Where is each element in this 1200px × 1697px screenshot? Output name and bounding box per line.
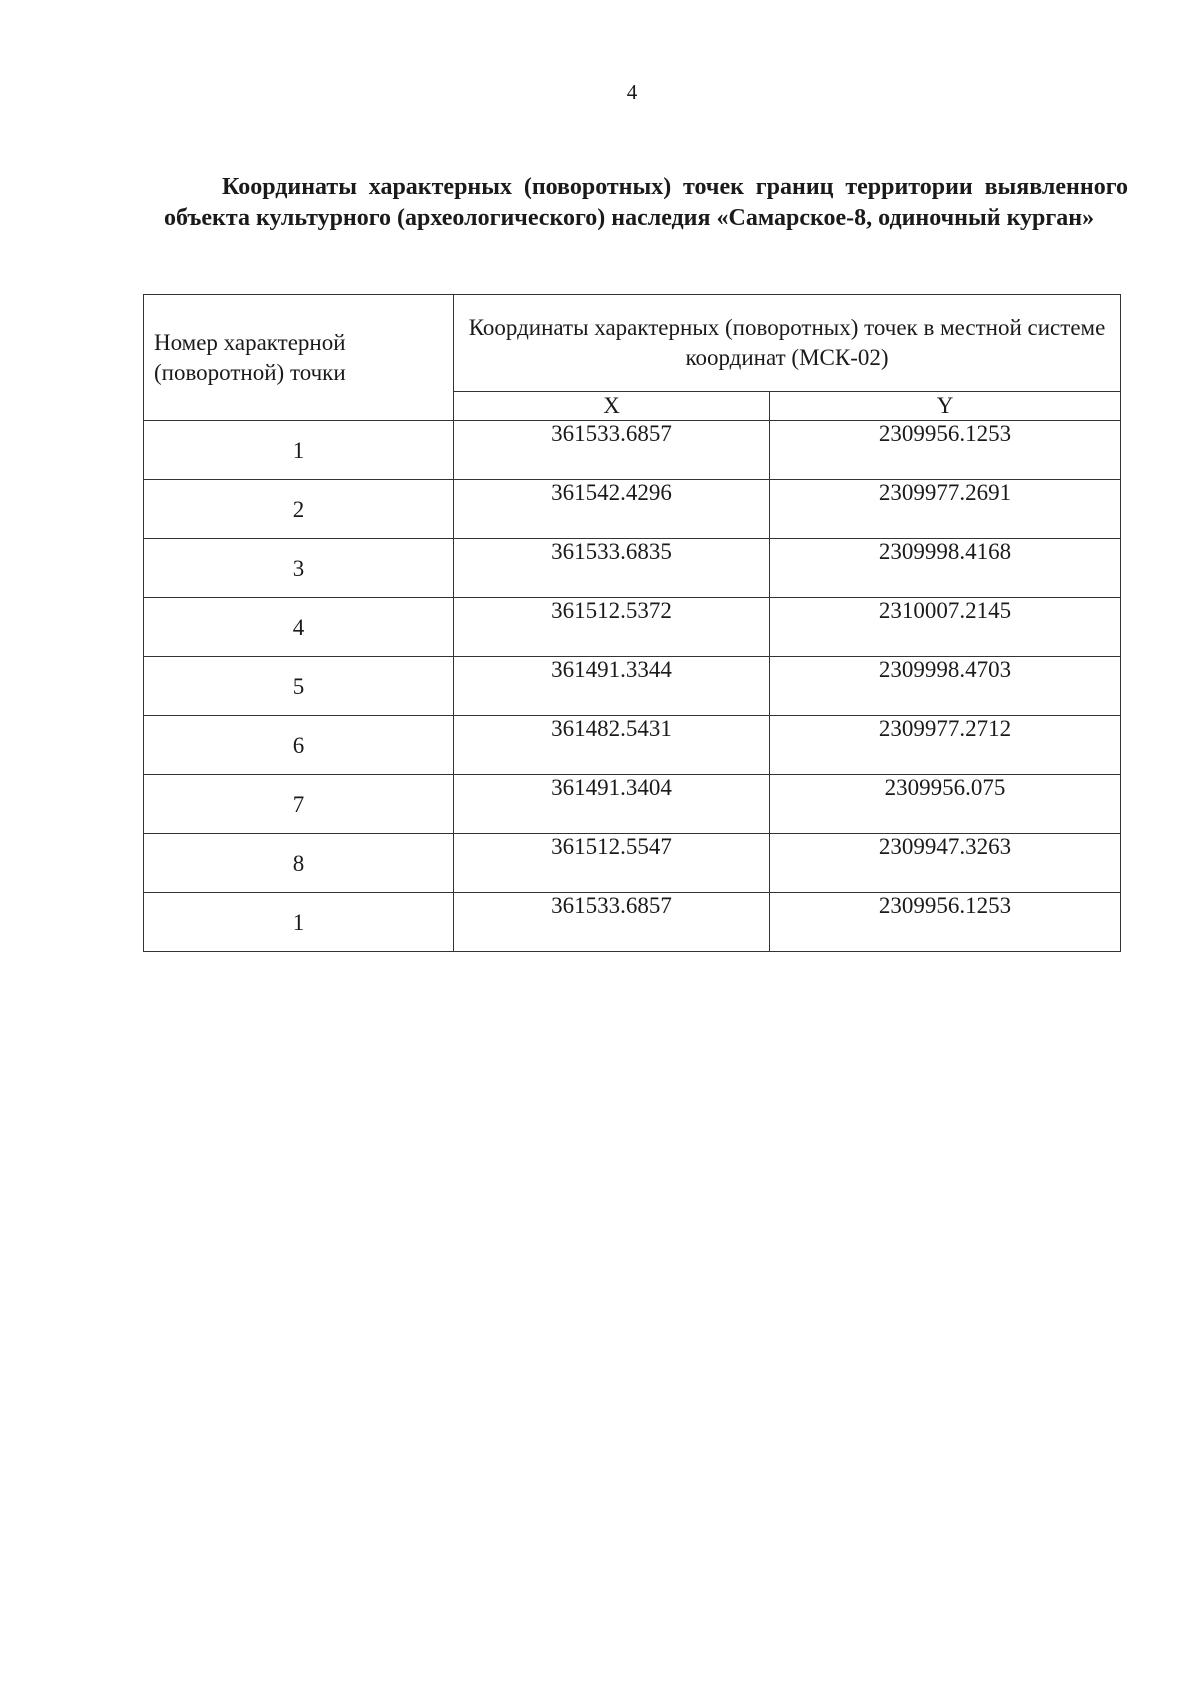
y-coordinate-cell: 2309956.1253	[770, 421, 1121, 480]
coordinates-table	[143, 294, 1121, 952]
point-number-header-line1: Номер характерной	[154, 329, 346, 355]
x-coordinate-cell: 361512.5372	[454, 598, 770, 657]
point-number-cell: 5	[144, 657, 454, 716]
table-row	[144, 539, 1121, 598]
x-coordinate-cell: 361533.6857	[454, 421, 770, 480]
y-column-header: Y	[770, 392, 1121, 421]
table-row	[144, 716, 1121, 775]
x-coordinate-cell: 361482.5431	[454, 716, 770, 775]
table-row	[144, 421, 1121, 480]
point-number-cell: 3	[144, 539, 454, 598]
x-coordinate-cell: 361512.5547	[454, 834, 770, 893]
y-coordinate-cell: 2310007.2145	[770, 598, 1121, 657]
y-coordinate-cell: 2309998.4703	[770, 657, 1121, 716]
x-coordinate-cell: 361533.6857	[454, 893, 770, 952]
table-row	[144, 834, 1121, 893]
y-coordinate-cell: 2309947.3263	[770, 834, 1121, 893]
x-coordinate-cell: 361491.3344	[454, 657, 770, 716]
y-coordinate-cell: 2309956.075	[770, 775, 1121, 834]
point-number-cell: 2	[144, 480, 454, 539]
y-coordinate-cell: 2309956.1253	[770, 893, 1121, 952]
point-number-cell: 1	[144, 893, 454, 952]
table-row	[144, 657, 1121, 716]
table-row	[144, 893, 1121, 952]
table-header-row	[144, 295, 1121, 392]
table-row	[144, 480, 1121, 539]
document-heading: Координаты характерных (поворотных) точек границ территории выявленного объекта культурного (археологического) наследия «Самарское-8, одиночный курган»	[164, 174, 1128, 231]
x-column-header: X	[454, 392, 770, 421]
table-row	[144, 775, 1121, 834]
x-coordinate-cell: 361533.6835	[454, 539, 770, 598]
coordinates-header: Координаты характерных (поворотных) точек в местной системе координат (МСК-02)	[454, 295, 1121, 392]
y-coordinate-cell: 2309977.2691	[770, 480, 1121, 539]
point-number-cell: 1	[144, 421, 454, 480]
point-number-header-line2: (поворотной) точки	[154, 359, 346, 385]
y-coordinate-cell: 2309998.4168	[770, 539, 1121, 598]
x-coordinate-cell: 361542.4296	[454, 480, 770, 539]
point-number-cell: 6	[144, 716, 454, 775]
table-row	[144, 598, 1121, 657]
point-number-cell: 8	[144, 834, 454, 893]
page-number: 4	[626, 80, 638, 104]
point-number-header	[144, 295, 454, 421]
x-coordinate-cell: 361491.3404	[454, 775, 770, 834]
y-coordinate-cell: 2309977.2712	[770, 716, 1121, 775]
point-number-cell: 7	[144, 775, 454, 834]
point-number-cell: 4	[144, 598, 454, 657]
